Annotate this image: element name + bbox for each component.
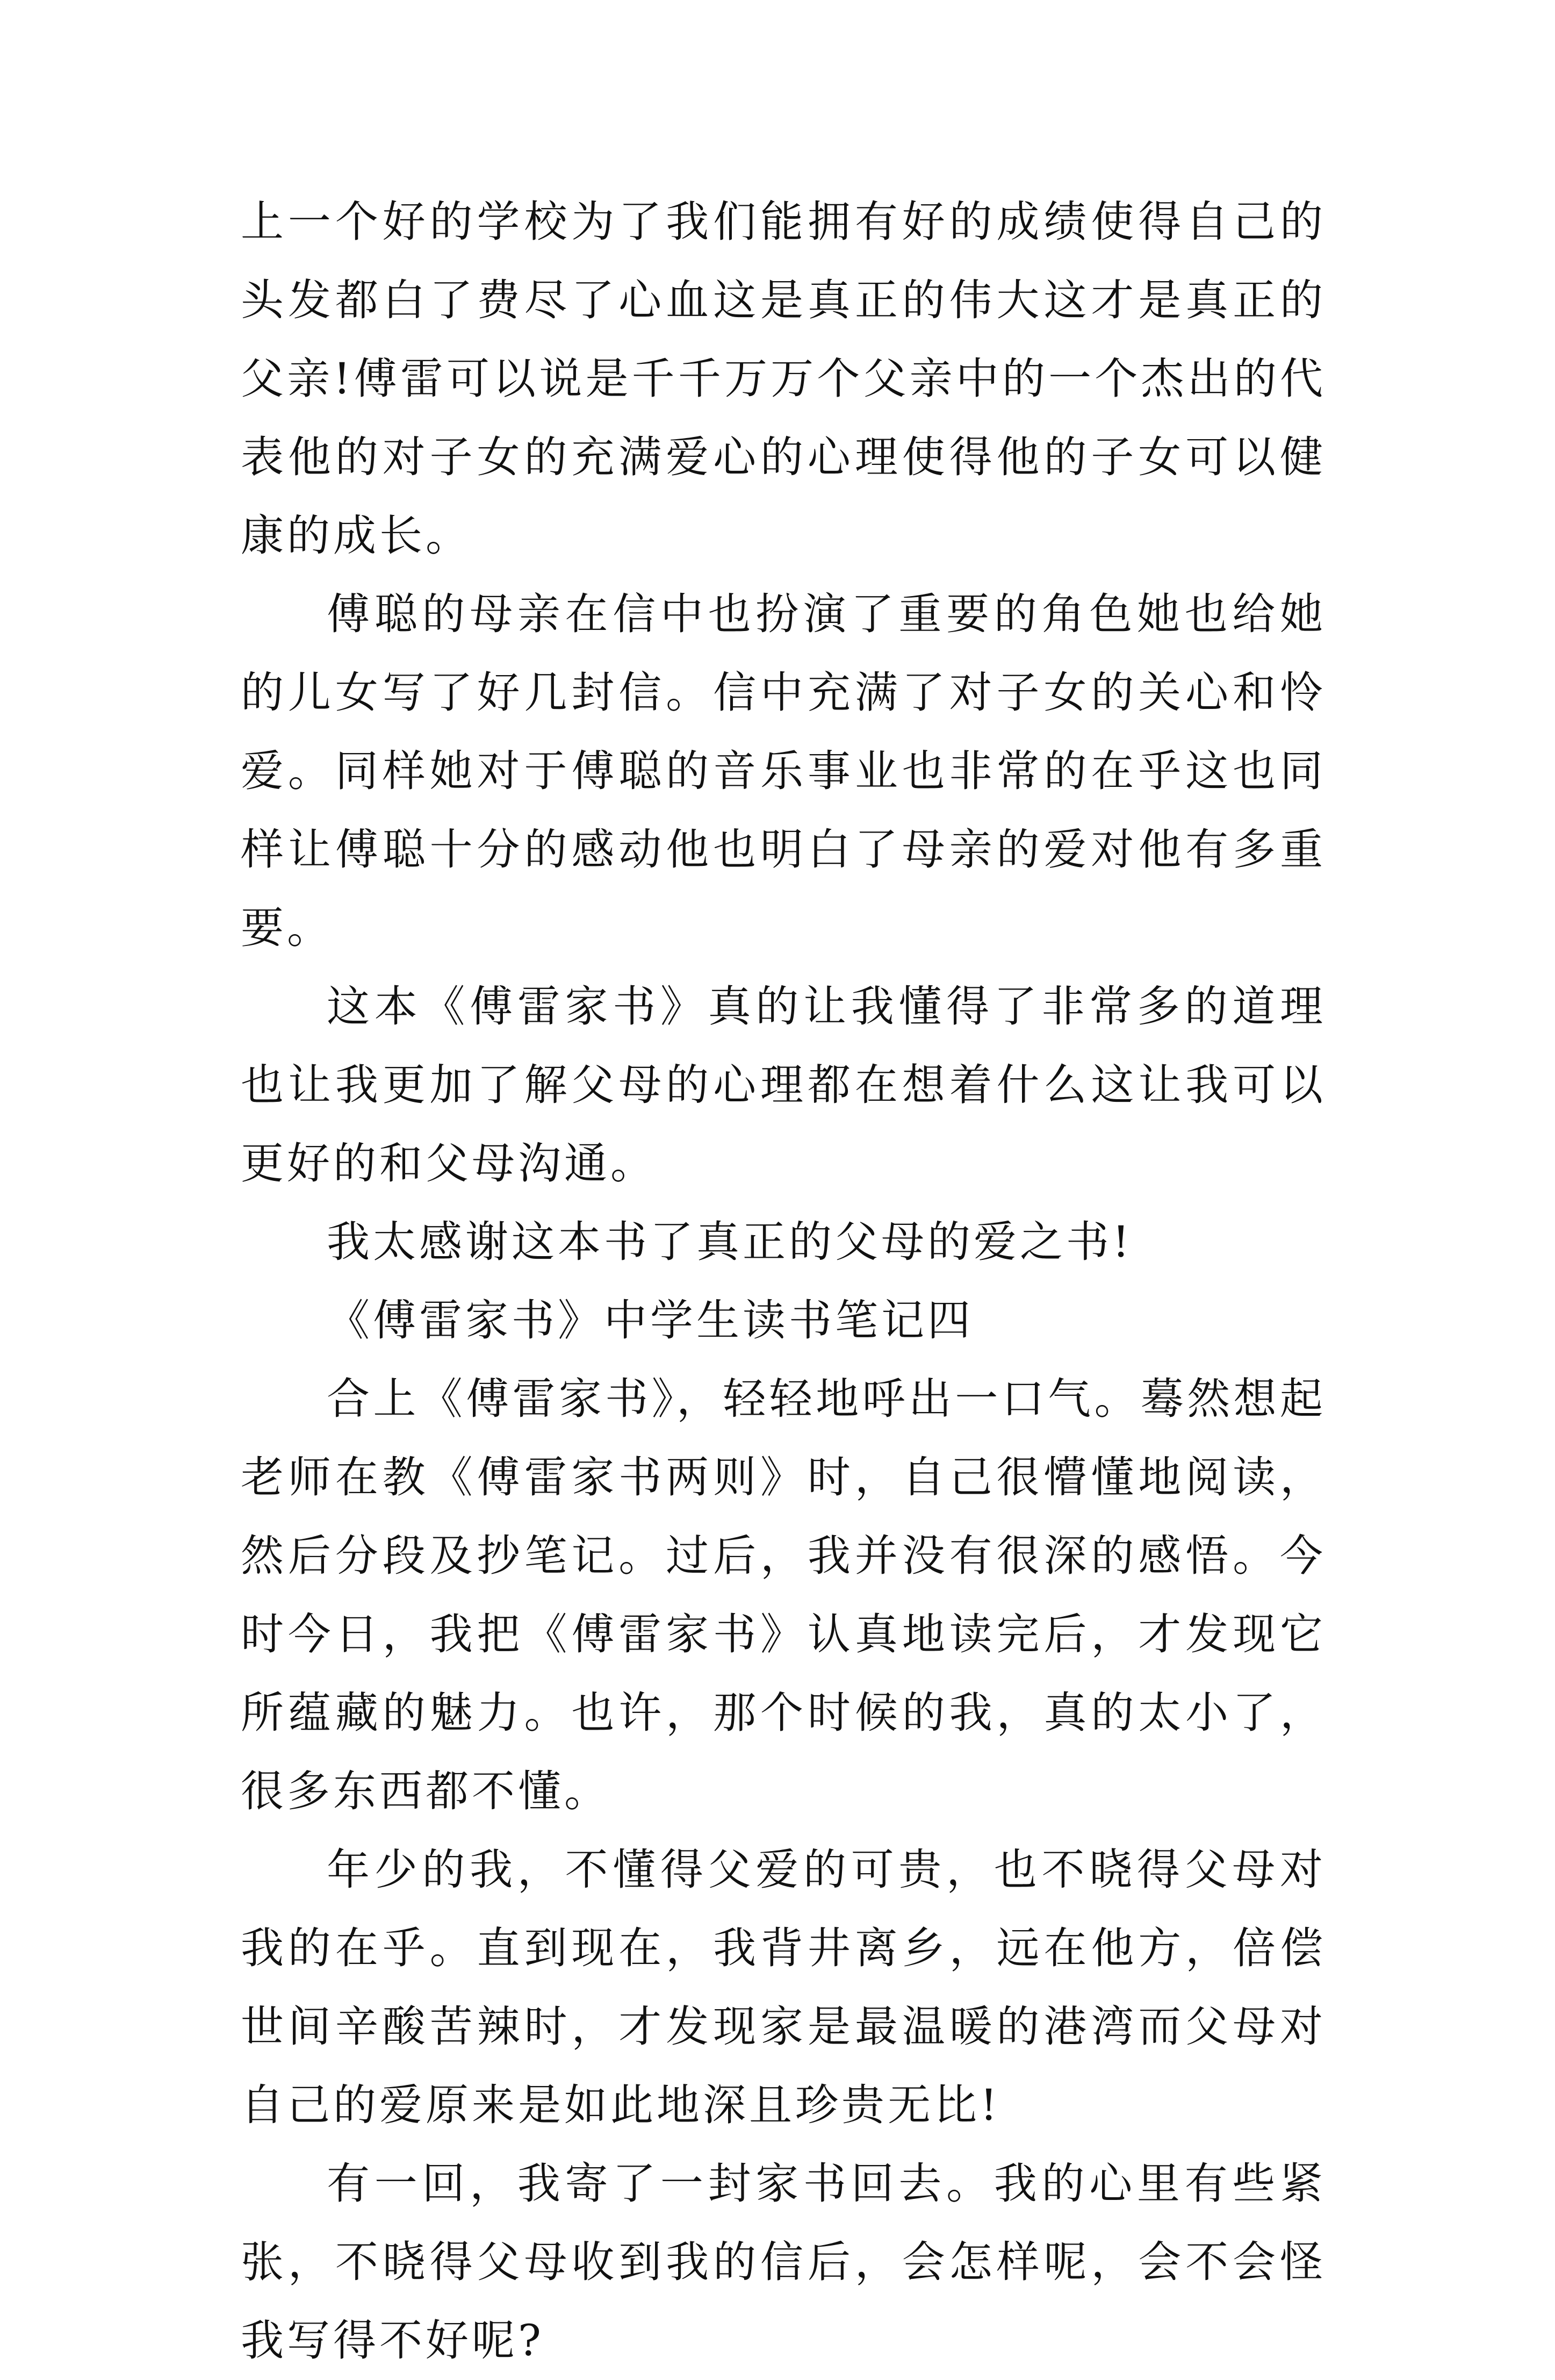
paragraph-1: 上一个好的学校为了我们能拥有好的成绩使得自己的头发都白了费尽了心血这是真正的伟大这才是真正的父亲!傅雷可以说是千千万万个父亲中的一个杰出的代表他的对子女的充满爱心的心理使得他的子女可以健康的成长。 [241,197,1326,561]
section-heading: 《傅雷家书》中学生读书笔记四 [327,1295,974,1345]
paragraph-2: 傅聪的母亲在信中也扮演了重要的角色她也给她的儿女写了好几封信。信中充满了对子女的关心和怜爱。同样她对于傅聪的音乐事业也非常的在乎这也同样让傅聪十分的感动他也明白了母亲的爱对他有多重要。 [241,589,1326,953]
paragraph-6: 年少的我，不懂得父爱的可贵，也不晓得父母对我的在乎。直到现在，我背井离乡，远在他方，倍偿世间辛酸苦辣时，才发现家是最温暖的港湾而父母对自己的爱原来是如此地深且珍贵无比! [241,1845,1326,2130]
document-body [241,183,1326,2380]
paragraph-5: 合上《傅雷家书》，轻轻地呼出一口气。蓦然想起老师在教《傅雷家书两则》时，自己很懵懂地阅读，然后分段及抄笔记。过后，我并没有很深的感悟。今时今日，我把《傅雷家书》认真地读完后，才发现它所蕴藏的魅力。也许，那个时候的我，真的太小了，很多东西都不懂。 [241,1374,1326,1816]
paragraph-3: 这本《傅雷家书》真的让我懂得了非常多的道理也让我更加了解父母的心理都在想着什么这让我可以更好的和父母沟通。 [241,981,1326,1188]
paragraph-7: 有一回，我寄了一封家书回去。我的心里有些紧张，不晓得父母收到我的信后，会怎样呢，会不会怪我写得不好呢? [241,2159,1326,2365]
paragraph-4: 我太感谢这本书了真正的父母的爱之书! [327,1217,1133,1267]
